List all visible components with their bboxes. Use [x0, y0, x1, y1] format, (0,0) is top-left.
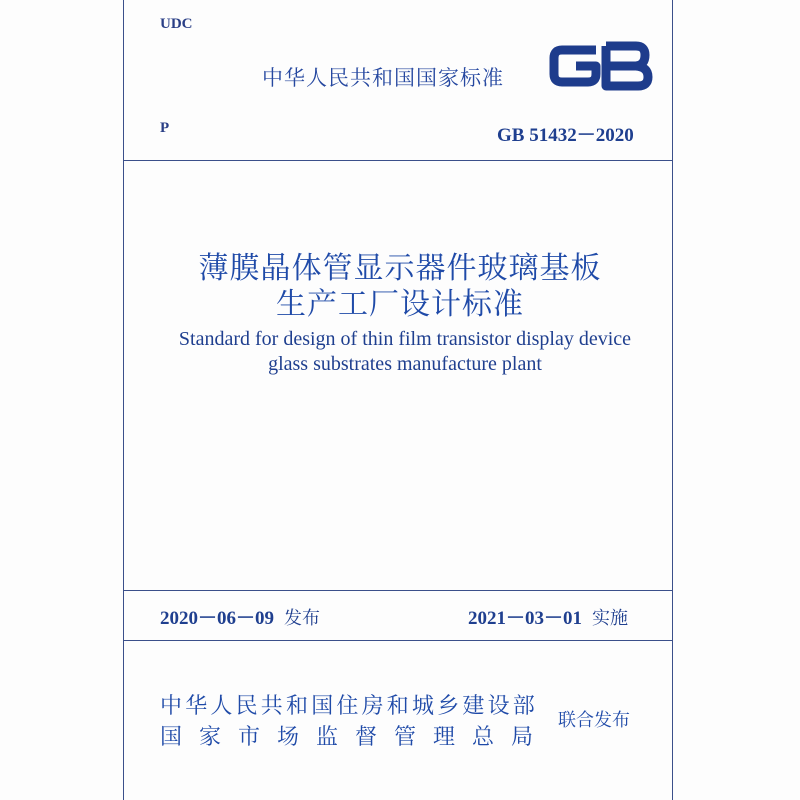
issue-label: 发布: [284, 608, 321, 629]
title-en-line-2: glass substrates manufacture plant: [268, 353, 542, 375]
national-standard-label: 中华人民共和国国家标准: [262, 66, 504, 90]
date-divider-bottom: [123, 640, 672, 641]
udc-label: UDC: [160, 16, 193, 32]
issuer-samr: 国家市场监督管理总局: [160, 725, 551, 750]
gb-logo: [548, 40, 654, 92]
title-cn-line-2: 生产工厂设计标准: [276, 287, 524, 322]
effective-date: 2021－03－01: [468, 608, 583, 629]
standard-code: GB 51432－2020: [497, 125, 634, 146]
title-en-line-1: Standard for design of thin film transistor display device: [178, 328, 632, 350]
effective-label: 实施: [592, 608, 629, 629]
issue-date-block: [160, 603, 320, 630]
issuer-ministry: 中华人民共和国住房和城乡建设部: [160, 694, 539, 719]
issue-date: 2020－06－09: [160, 608, 275, 629]
category-label: P: [160, 120, 170, 136]
left-border-line: [123, 0, 124, 800]
effective-date-block: [468, 603, 628, 630]
joint-issue-label: 联合发布: [558, 710, 630, 731]
right-border-line: [672, 0, 673, 800]
date-divider-top: [123, 590, 672, 591]
header-divider: [123, 160, 672, 161]
title-cn-line-1: 薄膜晶体管显示器件玻璃基板: [198, 251, 602, 286]
